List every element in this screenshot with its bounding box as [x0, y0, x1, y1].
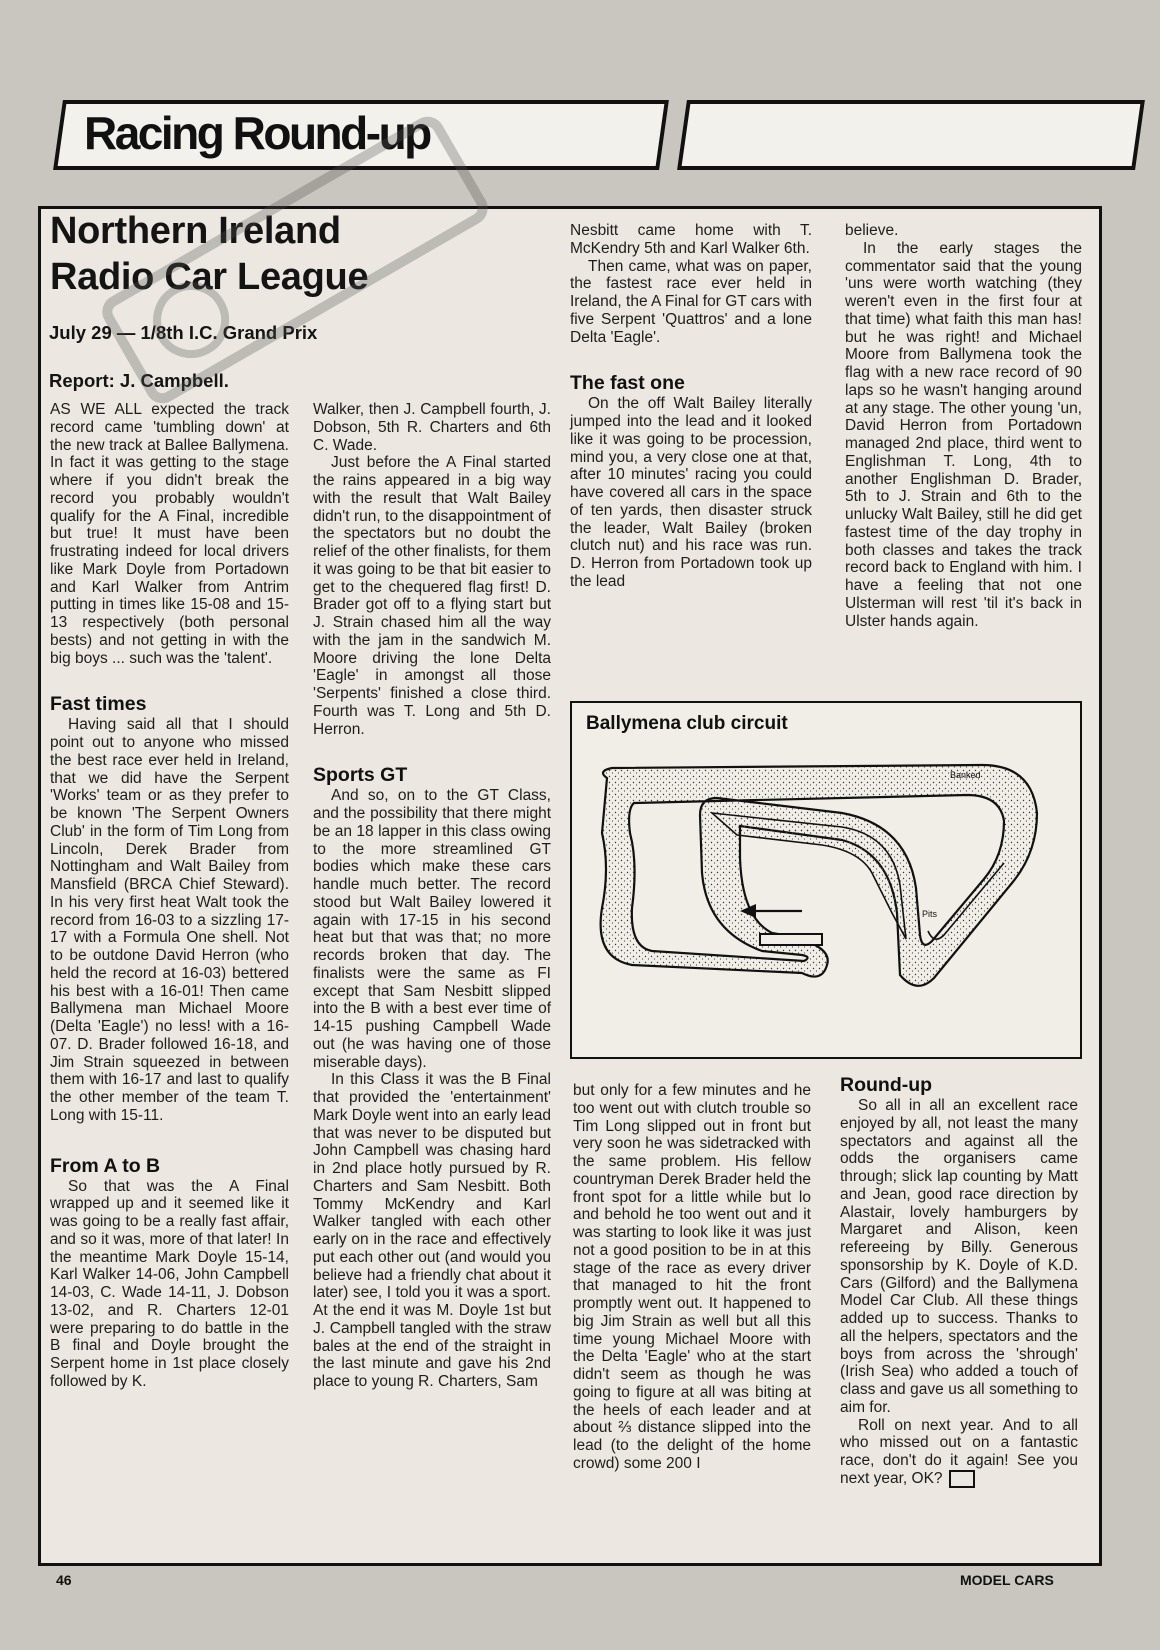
article-byline: Report: J. Campbell. [49, 370, 229, 391]
banked-label: Banked [950, 770, 981, 780]
paragraph [840, 1417, 1078, 1488]
column-3 [570, 222, 812, 591]
page-number: 46 [56, 1572, 72, 1588]
paragraph: Then came, what was on paper, the fastest race ever held in Ireland, the A Final for GT cars with five Serpent 'Quattros' and a lone Delta 'Eagle'. [570, 257, 812, 346]
subheading-round-up: Round-up [840, 1074, 933, 1096]
magazine-name: MODEL CARS [960, 1572, 1054, 1588]
paragraph: AS WE ALL expected the track record came 'tumbling down' at the new track at Ballee Ballymena. In fact it was getting to the stage where if you didn't break the record you probably wouldn't qualify for the A Final, incredible but true! It must have been frustrating indeed for local drivers like Mark Doyle from Portadown and Karl Walker from Antrim putting in times like 15-08 and 15-13 respectively (both personal bests) and not getting in with the big boys ... such was the 'talent'. [50, 401, 289, 667]
end-mark-icon [949, 1470, 975, 1488]
map-title: Ballymena club circuit [586, 713, 788, 734]
banner-right-panel [677, 100, 1145, 170]
pits-label: Pits [922, 909, 938, 919]
paragraph: On the off Walt Bailey literally jumped into the lead and it looked like it was going to be procession, mind you, a very close one at that, after 10 minutes' racing you could have covered all cars in the space of ten yards, then disaster struck the leader, Walt Bailey (broken clutch nut) and his race was run. D. Herron from Portadown took up the lead [570, 395, 812, 590]
paragraph: So that was the A Final wrapped up and it seemed like it was going to be a really fast affair, and so it was, more of that later! In the meantime Mark Doyle 15-14, Karl Walker 14-06, John Campbell 14-03, C. Wade 14-11, J. Dobson 13-02, and R. Charters 12-01 were preparing to do battle in the B final and Doyle brought the Serpent home in 1st place closely followed by K. [50, 1177, 289, 1390]
subheading-sports-gt: Sports GT [313, 764, 408, 787]
closing-text: Roll on next year. And to all who missed out on a fantastic race, don't do it again! See you next year, OK? [840, 1416, 1078, 1487]
subheading-fast-times: Fast times [50, 693, 147, 716]
article-headline [50, 208, 490, 300]
paragraph: In the early stages the commentator said that the young 'uns were worth watching (they weren't even in the first four at that time) what faith this man has! but he was right! and Michael Moore from Ballymena took the flag with a new race record of 90 laps so he wasn't hanging around at any stage. The other young 'un, David Herron from Portadown managed 2nd place, third went to Englishman T. Long, 4th to another Englishman D. Brader, 5th to J. Strain and 6th to the unlucky Walt Bailey, still he did get fastest time of the day trophy in both classes and takes the track record back to England with him. I have a feeling that not one Ulsterman will rest 'til it's back in Ulster hands again. [845, 239, 1082, 630]
column-5 [573, 1082, 811, 1473]
paragraph: but only for a few minutes and he too went out with clutch trouble so Tim Long slipped out in front but very soon he was sidetracked with the same problem. His fellow countryman Derek Brader held the front spot for a little while but lo and behold he too went out and it was starting to look like it was just not a good position to be in at this stage of the race as every driver that managed to hit the front promptly went out. It happened to big Jim Strain as well but all this time young Michael Moore with the Delta 'Eagle' who at the start didn't seem as though he was going to figure at all was biting at the heels of each leader and at about ⅔ distance slipped into the lead (to the delight of the home crowd) some 200 I [573, 1082, 811, 1472]
paragraph: Nesbitt came home with T. McKendry 5th and Karl Walker 6th. [570, 222, 812, 257]
headline-line-2: Radio Car League [50, 256, 369, 298]
paragraph: Walker, then J. Campbell fourth, J. Dobson, 5th R. Charters and 6th C. Wade. [313, 401, 551, 454]
start-box [760, 934, 822, 945]
section-title: Racing Round-up [84, 107, 430, 159]
headline-line-1: Northern Ireland [50, 210, 341, 252]
column-4 [845, 222, 1082, 630]
paragraph: believe. [845, 222, 899, 239]
column-2 [313, 401, 551, 1391]
article-subhead: July 29 — 1/8th I.C. Grand Prix [49, 322, 318, 343]
column-1 [50, 401, 289, 1391]
paragraph: And so, on to the GT Class, and the possibility that there might be an 18 lapper in this class owing to the more streamlined GT bodies which make these cars handle much better. The record stood but Walt Bailey lowered it again with 17-15 in his second heat but that was that; no more records broken that day. The finalists were the same as FI except that Sam Nesbitt slipped into the B with a best ever time of 14-15 pushing Campbell Wade out (he was having one of those miserable days). [313, 787, 551, 1071]
subheading-from-a-to-b: From A to B [50, 1154, 161, 1177]
paragraph: So all in all an excellent race enjoyed by all, not least the many spectators and against all the odds the organisers came through; slick lap counting by Matt and Jean, good race direction by Alastair, lovely hamburgers by Margaret and Alison, keen refereeing by Billy. Generous sponsorship by K. Doyle of K.D. Cars (Gilford) and the Ballymena Model Car Club. All these things added up to success. Thanks to all the helpers, spectators and the boys from across the 'shrough' (Irish Sea) who added a touch of class and gave us all something to aim for. [840, 1097, 1078, 1416]
paragraph: In this Class it was the B Final that provided the 'entertainment' Mark Doyle went into an early lead that was never to be disputed but John Campbell was chasing hard in 2nd place hotly pursued by R. Charters and Sam Nesbitt. Both Tommy McKendry and Karl Walker tangled with each other early on in the race and effectively put each other out (and would you believe had a friendly chat about it later) see, I told you it was a sport. At the end it was M. Doyle 1st but J. Campbell tangled with the straw bales at the end of the straight in the last minute and gave his 2nd place to young R. Charters, Sam [313, 1071, 551, 1390]
paragraph: Just before the A Final started the rains appeared in a big way with the result that Walt Bailey didn't run, to the disappointment of the spectators but no doubt the relief of the other finalists, for them it was going to be that bit easier to get to the chequered flag first! D. Brader got off to a flying start but J. Strain chased him all the way with the jam in the sandwich M. Moore driving the lone Delta 'Eagle' in amongst all those 'Serpents' finished a close third. Fourth was T. Long and 5th D. Herron. [313, 454, 551, 738]
column-6 [840, 1074, 1078, 1488]
circuit-map [570, 701, 1082, 1059]
paragraph: Having said all that I should point out to anyone who missed the best race ever held in Ireland, that we did have the Serpent 'Works' team or as they prefer to be known 'The Serpent Owners Club' in the form of Tim Long from Lincoln, Derek Brader from Nottingham and Walt Bailey from Mansfield (BRCA Chief Steward). In his very first heat Walt took the record from 16-03 to a sizzling 17-17 with a Formula One shell. Not to be outdone David Herron (who held the record at 16-03) bettered his best with a 16-01! Then came Ballymena man Michael Moore (Delta 'Eagle') no less! with a 16-07. D. Brader followed 16-18, and Jim Strain squeezed in between them with 16-17 and last to qualify the other member of the team T. Long with 15-11. [50, 716, 289, 1124]
circuit-diagram [572, 703, 1080, 1057]
subheading-fast-one: The fast one [570, 372, 685, 395]
